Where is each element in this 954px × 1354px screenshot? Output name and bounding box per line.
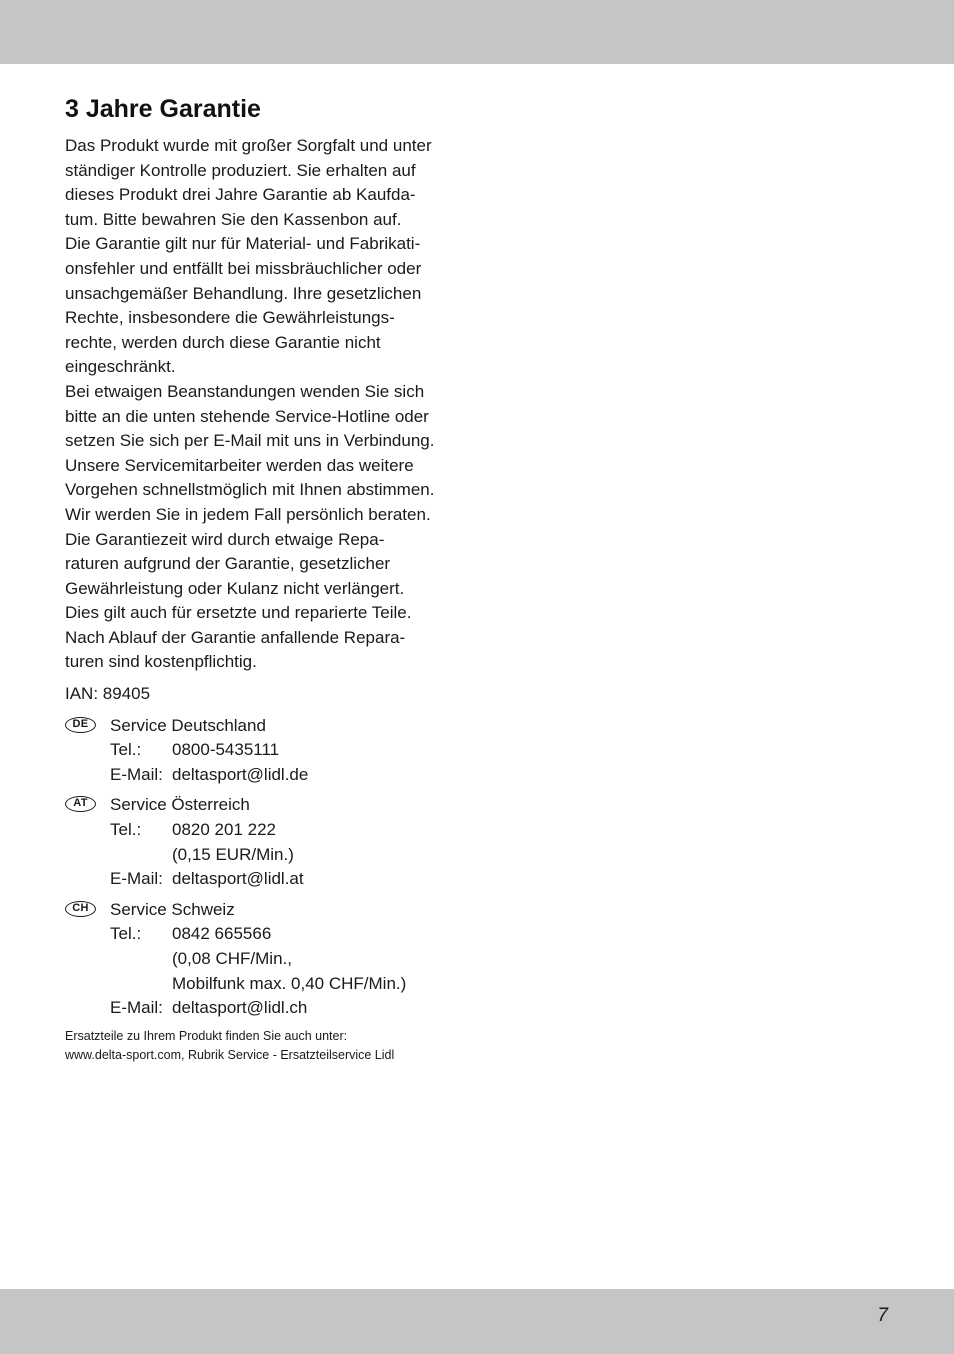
service-name: Service Schweiz xyxy=(110,899,235,919)
email-label: E-Mail: xyxy=(110,998,163,1018)
country-ch-icon: CH xyxy=(65,901,96,917)
text-line: Die Garantiezeit wird durch etwaige Repa- xyxy=(65,529,385,549)
warranty-section xyxy=(65,92,465,1066)
text-line: Bei etwaigen Beanstandungen wenden Sie sich xyxy=(65,381,425,401)
email-link[interactable]: deltasport@lidl.de xyxy=(172,764,309,784)
text-line: Wir werden Sie in jedem Fall persönlich beraten. xyxy=(65,504,431,524)
email-label: E-Mail: xyxy=(110,764,163,784)
text-line: rechte, werden durch diese Garantie nicht xyxy=(65,332,381,352)
spacer xyxy=(110,947,172,972)
text-line: raturen aufgrund der Garantie, gesetzlicher xyxy=(65,554,391,574)
text-line: Rechte, insbesondere die Gewährleistungs- xyxy=(65,308,395,328)
text-line: tum. Bitte bewahren Sie den Kassenbon auf. xyxy=(65,209,402,229)
phone-row xyxy=(110,922,406,947)
phone-label: Tel.: xyxy=(110,740,142,760)
phone-rate: (0,08 CHF/Min., xyxy=(172,949,292,968)
spare-parts-link[interactable]: www.delta-sport.com, Rubrik Service - Ersatzteilservice Lidl xyxy=(65,1048,395,1063)
text-line: ständiger Kontrolle produziert. Sie erhalten auf xyxy=(65,160,416,180)
service-de-details xyxy=(110,714,308,788)
text-line: Nach Ablauf der Garantie anfallende Repara- xyxy=(65,627,406,647)
text-line: Ersatzteile zu Ihrem Produkt finden Sie auch unter: xyxy=(65,1028,348,1043)
text-line: setzen Sie sich per E-Mail mit uns in Verbindung. xyxy=(65,431,435,451)
text-line: dieses Produkt drei Jahre Garantie ab Kaufda- xyxy=(65,185,416,205)
text-line: Die Garantie gilt nur für Material- und Fabrikati- xyxy=(65,234,421,254)
paragraph-3 xyxy=(65,380,465,528)
email-row xyxy=(110,867,304,892)
phone-rate-row xyxy=(110,947,406,972)
text-line: onsfehler und entfällt bei missbräuchlicher oder xyxy=(65,258,422,278)
email-row xyxy=(110,996,406,1021)
service-ch xyxy=(65,898,465,1021)
email-row xyxy=(110,763,308,788)
service-de xyxy=(65,714,465,788)
phone-rate-row xyxy=(110,972,406,997)
ian-number: IAN: 89405 xyxy=(65,684,151,704)
service-at-details xyxy=(110,793,304,891)
text-line: Das Produkt wurde mit großer Sorgfalt und unter xyxy=(65,136,432,155)
service-name: Service Deutschland xyxy=(110,715,266,735)
phone-row xyxy=(110,738,308,763)
paragraph-1 xyxy=(65,134,465,232)
phone-rate-row xyxy=(110,843,304,868)
phone-rate: (0,15 EUR/Min.) xyxy=(172,844,294,864)
text-line: unsachgemäßer Behandlung. Ihre gesetzlichen xyxy=(65,283,422,303)
paragraph-4 xyxy=(65,528,465,676)
text-line: Dies gilt auch für ersetzte und reparierte Teile. xyxy=(65,603,412,623)
phone-number[interactable]: 0842 665566 xyxy=(172,924,272,944)
spare-parts-note xyxy=(65,1027,465,1066)
phone-row xyxy=(110,818,304,843)
phone-number[interactable]: 0820 201 222 xyxy=(172,820,276,840)
text-line: bitte an die unten stehende Service-Hotline oder xyxy=(65,406,429,426)
service-name: Service Österreich xyxy=(110,795,250,815)
phone-label: Tel.: xyxy=(110,924,142,944)
phone-label: Tel.: xyxy=(110,820,142,840)
page-number: 7 xyxy=(877,1305,888,1326)
spacer xyxy=(110,972,172,997)
footer-band xyxy=(0,1289,954,1354)
phone-number[interactable]: 0800-5435111 xyxy=(172,740,280,760)
page-title: 3 Jahre Garantie xyxy=(65,95,261,123)
spacer xyxy=(110,843,172,868)
email-link[interactable]: deltasport@lidl.at xyxy=(172,869,304,889)
service-ch-details xyxy=(110,898,406,1021)
text-line: turen sind kostenpflichtig. xyxy=(65,652,257,672)
email-link[interactable]: deltasport@lidl.ch xyxy=(172,998,308,1018)
text-line: Vorgehen schnellstmöglich mit Ihnen abstimmen. xyxy=(65,480,435,500)
service-at xyxy=(65,793,465,891)
phone-rate: Mobilfunk max. 0,40 CHF/Min.) xyxy=(172,973,407,993)
email-label: E-Mail: xyxy=(110,869,163,889)
text-line: Unsere Servicemitarbeiter werden das weitere xyxy=(65,455,414,475)
paragraph-2 xyxy=(65,232,465,380)
country-de-icon: DE xyxy=(65,717,96,733)
header-band xyxy=(0,0,954,64)
country-at-icon: AT xyxy=(65,796,96,812)
text-line: Gewährleistung oder Kulanz nicht verlängert. xyxy=(65,578,405,598)
text-line: eingeschränkt. xyxy=(65,357,176,377)
